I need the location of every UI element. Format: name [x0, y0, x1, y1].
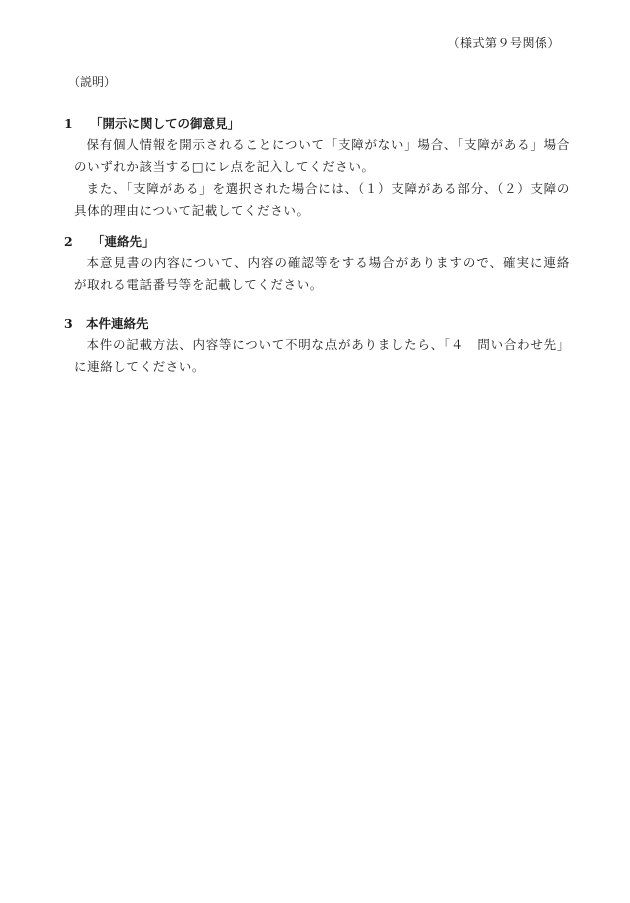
section-heading: [64, 232, 570, 252]
section-paragraph: 本意見書の内容について、内容の確認等をする場合がありますので、確実に連絡が取れる電話番号等を記載してください。: [74, 255, 570, 292]
section-paragraph: また、「支障がある」を選択された場合には、（１）支障がある部分、（２）支障の具体的理由について記載してください。: [74, 181, 570, 218]
section-title: 本件連絡先: [86, 316, 149, 331]
section-contact: [64, 232, 570, 296]
section-number: 1: [64, 116, 73, 131]
section-heading: [64, 314, 570, 334]
section-opinion: [64, 114, 570, 222]
section-number: 3: [64, 316, 73, 331]
section-title: 「連絡先」: [92, 234, 155, 249]
section-number: 2: [64, 234, 73, 249]
form-reference: （様式第９号関係）: [447, 36, 560, 50]
explanation-label: （説明）: [68, 75, 117, 89]
section-paragraph: 本件の記載方法、内容等について不明な点がありましたら、「４ 問い合わせ先」に連絡してください。: [74, 337, 570, 374]
section-inquiry: [64, 314, 570, 378]
section-paragraph: 保有個人情報を開示されることについて「支障がない」場合、「支障がある」場合のいずれか該当する□にレ点を記入してください。: [74, 137, 570, 174]
section-heading: [64, 114, 570, 134]
section-title: 「開示に関しての御意見」: [90, 116, 241, 131]
